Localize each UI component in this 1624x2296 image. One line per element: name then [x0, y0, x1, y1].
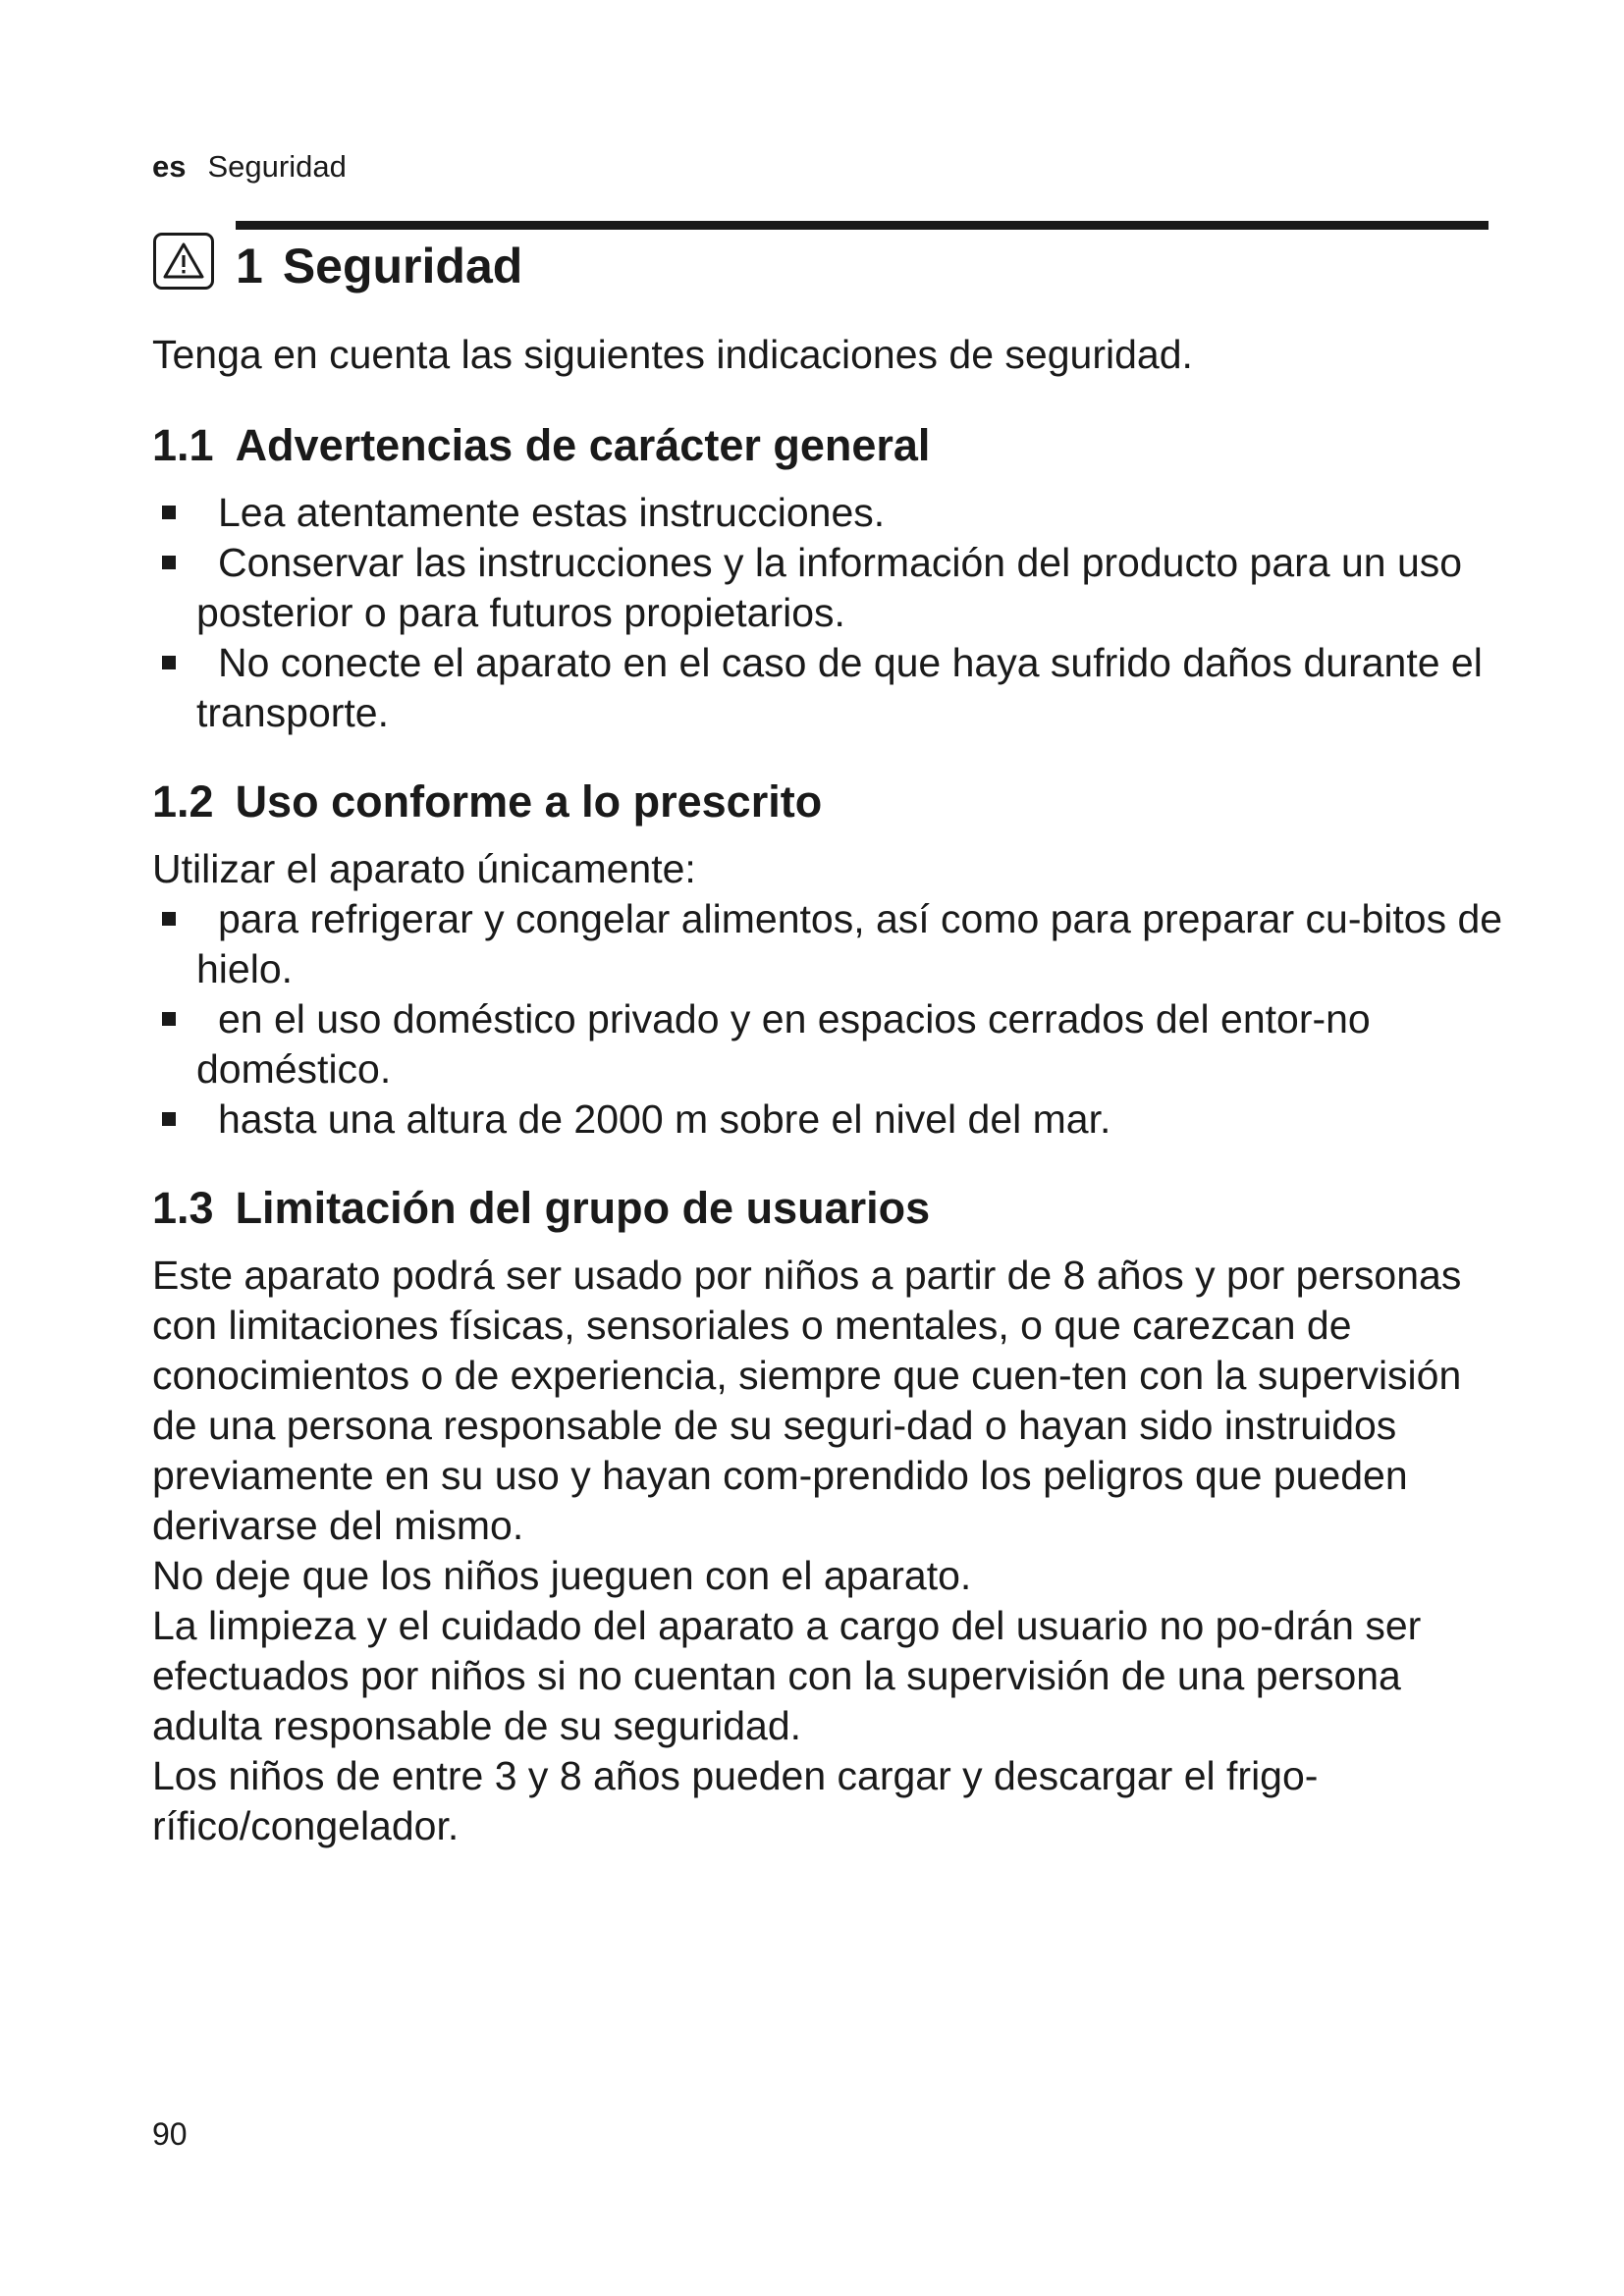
running-header — [152, 147, 347, 187]
warning-triangle-icon — [153, 233, 214, 290]
section-heading — [152, 774, 1517, 830]
list-item — [152, 488, 1517, 538]
section-heading-text: Advertencias de carácter general — [235, 420, 931, 470]
body-paragraph: Este aparato podrá ser usado por niños a partir de 8 años y por personas con limitaciones físicas, sensoriales o mentales, o que carezcan de conocimientos o de experiencia, siempre que cuen-ten con la supervisión de una persona responsable de su seguri-dad o hayan sido instruidos previamente en su uso y hayan com-prendido los peligros que pueden derivarse del mismo. — [152, 1253, 1462, 1548]
list-item — [152, 1095, 1517, 1145]
list-item-text: No conecte el aparato en el caso de que haya sufrido daños durante el transporte. — [196, 640, 1483, 735]
body-paragraph: Los niños de entre 3 y 8 años pueden cargar y descargar el frigo-rífico/congelador. — [152, 1753, 1319, 1848]
page-number: 90 — [152, 2116, 188, 2152]
chapter-title-text: Seguridad — [282, 239, 523, 294]
bullet-square-icon — [162, 656, 176, 669]
language-code: es — [152, 149, 187, 184]
chapter-title — [236, 238, 522, 294]
list-item-text: para refrigerar y congelar alimentos, así como para preparar cu-bitos de hielo. — [196, 896, 1503, 991]
list-item-text: en el uso doméstico privado y en espacios cerrados del entor-no doméstico. — [196, 996, 1371, 1092]
bullet-square-icon — [162, 1112, 176, 1126]
chapter-intro: Tenga en cuenta las siguientes indicaciones de seguridad. — [152, 332, 1193, 377]
bullet-square-icon — [162, 912, 176, 926]
body-paragraph: La limpieza y el cuidado del aparato a cargo del usuario no po-drán ser efectuados por niños si no cuentan con la supervisión de una persona adulta responsable de su seguridad. — [152, 1603, 1422, 1748]
body-paragraph: No deje que los niños jueguen con el aparato. — [152, 1553, 972, 1598]
list-item — [152, 894, 1517, 994]
section-heading — [152, 417, 1517, 474]
running-header-section: Seguridad — [207, 149, 347, 184]
list-item-text: Conservar las instrucciones y la información del producto para un uso posterior o para futuros propietarios. — [196, 540, 1463, 635]
list-item — [152, 994, 1517, 1095]
section-heading — [152, 1180, 1517, 1237]
section-intended-use — [152, 774, 1517, 1145]
section-number: 1.3 — [152, 1183, 214, 1233]
section-heading-text: Uso conforme a lo prescrito — [235, 776, 823, 827]
list-item-text: hasta una altura de 2000 m sobre el nivel del mar. — [218, 1096, 1111, 1142]
list-item-text: Lea atentamente estas instrucciones. — [218, 490, 886, 535]
chapter-number: 1 — [236, 239, 263, 294]
bullet-square-icon — [162, 1012, 176, 1026]
bullet-square-icon — [162, 556, 176, 569]
section-lead: Utilizar el aparato únicamente: — [152, 846, 696, 891]
section-user-restrictions — [152, 1180, 1517, 1851]
list-item — [152, 538, 1517, 638]
chapter-rule — [236, 221, 1489, 230]
section-number: 1.2 — [152, 776, 214, 827]
bullet-list — [152, 488, 1517, 738]
section-number: 1.1 — [152, 420, 214, 470]
list-item — [152, 638, 1517, 738]
page-content — [152, 330, 1517, 1887]
section-heading-text: Limitación del grupo de usuarios — [235, 1183, 931, 1233]
bullet-list — [152, 894, 1517, 1145]
section-general-warnings — [152, 417, 1517, 738]
bullet-square-icon — [162, 506, 176, 519]
